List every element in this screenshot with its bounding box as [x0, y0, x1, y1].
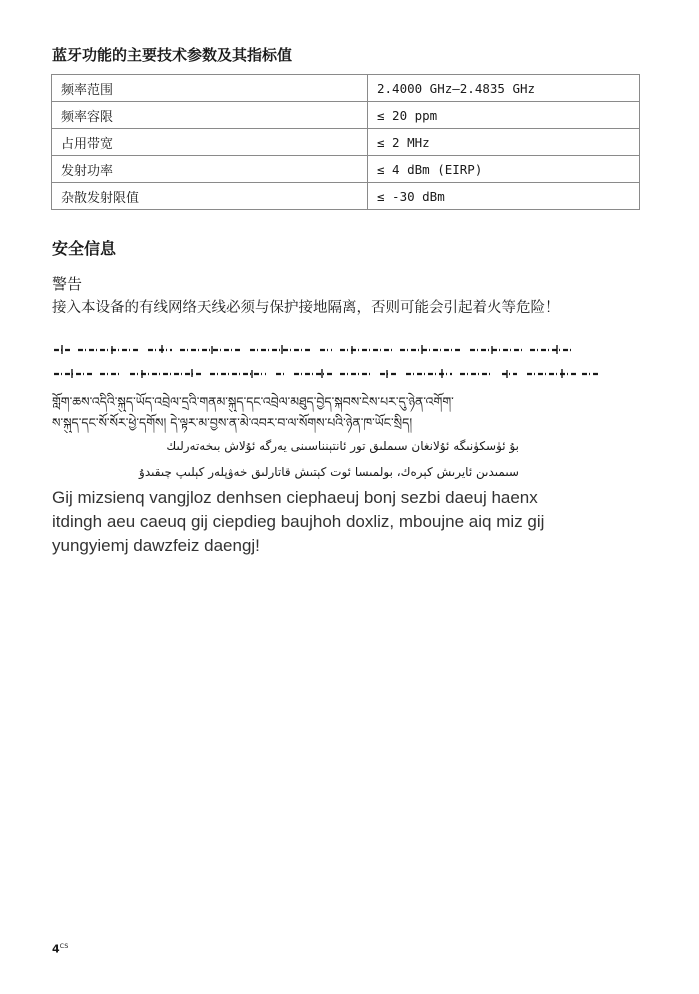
page-number-suffix: CS — [59, 942, 69, 950]
table-row — [52, 102, 640, 129]
value-cell: ≤ 20 ppm — [368, 102, 640, 129]
table-row — [52, 75, 640, 102]
tibetan-text-line-1: གློག་ཆས་འདིའི་སྐུད་ཡོད་འབྲེལ་དྲའི་གནམ་སྐུད་དང་འབྲེལ་མཐུད་བྱེད་སྐབས་ངེས་པར་དུ་ཉེན་འགོག་ — [52, 394, 454, 409]
value-cell: ≤ 4 dBm (EIRP) — [368, 156, 640, 183]
value-cell: ≤ -30 dBm — [368, 183, 640, 210]
table-row — [52, 156, 640, 183]
safety-heading: 安全信息 — [52, 239, 117, 258]
value-cell: ≤ 2 MHz — [368, 129, 640, 156]
param-cell: 发射功率 — [52, 156, 368, 183]
param-cell: 杂散发射限值 — [52, 183, 368, 210]
uyghur-text-line-2: سىمىدىن ئايرىش كېرەك، بولمىسا ئوت كېتىش قاتارلىق خەۋپلەر كېلىپ چىقىدۇ — [139, 465, 519, 479]
mongolian-script-line-1 — [52, 342, 612, 356]
table-row — [52, 129, 640, 156]
section-title: 蓝牙功能的主要技术参数及其指标值 — [52, 46, 293, 64]
param-cell: 频率范围 — [52, 75, 368, 102]
mongolian-script-line-2 — [52, 366, 612, 380]
warning-heading: 警告 — [52, 275, 83, 293]
tibetan-text-line-2: ས་སྐུད་དང་སོ་སོར་ཕྱེ་དགོས། དེ་ལྟར་མ་བྱས་ན་མེ་འབར་བ་ལ་སོགས་པའི་ཉེན་ཁ་ཡོང་སྲིད། — [52, 415, 413, 430]
table-row — [52, 183, 640, 210]
warning-text-chinese: 接入本设备的有线网络天线必须与保护接地隔离，否则可能会引起着火等危险！ — [52, 300, 560, 316]
spec-table — [51, 74, 640, 210]
page-number-value: 4 — [52, 942, 60, 956]
value-cell: 2.4000 GHz–2.4835 GHz — [368, 75, 640, 102]
page-number — [52, 942, 68, 956]
param-cell: 频率容限 — [52, 102, 368, 129]
zhuang-text: Gij mizsienq vangjloz denhsen ciephaeuj bonj sezbi daeuj haenx itdingh aeu caeuq gij ciepdieg baujhoh doxliz, mboujne aiq miz gij yungyiemj dawzfeiz daengj! — [52, 488, 545, 555]
param-cell: 占用带宽 — [52, 129, 368, 156]
uyghur-text-line-1: بۇ ئۈسكۈنىگە ئۇلانغان سىملىق تور ئانتېنناسىنى يەرگە ئۇلاش بىخەتەرلىك — [166, 439, 519, 453]
